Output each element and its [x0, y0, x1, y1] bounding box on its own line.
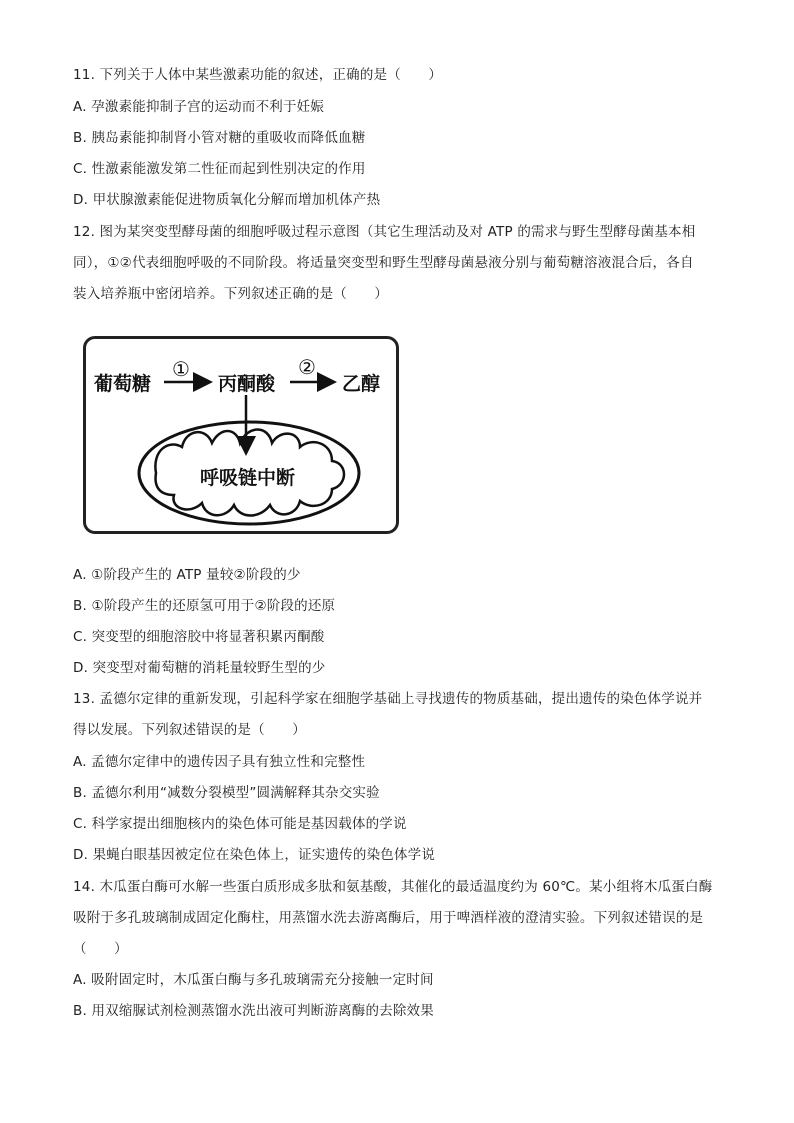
label-step-2: ②: [298, 355, 316, 379]
q11-option-c: C. 性激素能激发第二性征而起到性别决定的作用: [73, 161, 366, 177]
q14-stem-line-2: 吸附于多孔玻璃制成固定化酶柱，用蒸馏水洗去游离酶后，用于啤酒样液的澄清实验。下列叙述错误的是: [73, 910, 704, 926]
q14-option-a: A. 吸附固定时，木瓜蛋白酶与多孔玻璃需充分接触一定时间: [73, 972, 434, 988]
q11-option-d: D. 甲状腺激素能促进物质氧化分解而增加机体产热: [73, 192, 381, 208]
label-pyruvate: 丙酮酸: [218, 373, 276, 395]
q13-option-d: D. 果蝇白眼基因被定位在染色体上，证实遗传的染色体学说: [73, 847, 436, 863]
q12-option-b: B. ①阶段产生的还原氢可用于②阶段的还原: [73, 598, 336, 614]
q13-stem-line-2: 得以发展。下列叙述错误的是（ ）: [73, 722, 306, 738]
q12-option-a: A. ①阶段产生的 ATP 量较②阶段的少: [73, 567, 301, 583]
diagram-arrows-and-mitochondrion: [86, 339, 396, 531]
q11-stem: 11. 下列关于人体中某些激素功能的叙述，正确的是（ ）: [73, 67, 443, 83]
label-step-1: ①: [172, 357, 190, 381]
label-glucose: 葡萄糖: [94, 373, 152, 395]
q13-option-a: A. 孟德尔定律中的遗传因子具有独立性和完整性: [73, 754, 366, 770]
q12-option-d: D. 突变型对葡萄糖的消耗量较野生型的少: [73, 660, 326, 676]
q13-option-c: C. 科学家提出细胞核内的染色体可能是基因载体的学说: [73, 816, 407, 832]
q13-stem-line-1: 13. 孟德尔定律的重新发现，引起科学家在细胞学基础上寻找遗传的物质基础，提出遗传的染色体学说并: [73, 691, 703, 707]
q14-option-b: B. 用双缩脲试剂检测蒸馏水洗出液可判断游离酶的去除效果: [73, 1003, 434, 1019]
q12-stem-line-3: 装入培养瓶中密闭培养。下列叙述正确的是（ ）: [73, 286, 389, 302]
label-ethanol: 乙醇: [342, 373, 381, 395]
q14-stem-line-3: （ ）: [73, 941, 128, 957]
label-respiratory-chain-interrupted: 呼吸链中断: [200, 467, 296, 489]
q14-stem-line-1: 14. 木瓜蛋白酶可水解一些蛋白质形成多肽和氨基酸，其催化的最适温度约为 60℃。某小组将木瓜蛋白酶: [73, 879, 713, 895]
q12-stem-line-1: 12. 图为某突变型酵母菌的细胞呼吸过程示意图（其它生理活动及对 ATP 的需求与野生型酵母菌基本相: [73, 224, 696, 240]
cell-respiration-diagram: [83, 336, 399, 534]
q13-option-b: B. 孟德尔利用“减数分裂模型”圆满解释其杂交实验: [73, 785, 380, 801]
q11-option-b: B. 胰岛素能抑制肾小管对糖的重吸收而降低血糖: [73, 130, 366, 146]
q12-option-c: C. 突变型的细胞溶胶中将显著积累丙酮酸: [73, 629, 325, 645]
q12-stem-line-2: 同），①②代表细胞呼吸的不同阶段。将适量突变型和野生型酵母菌悬液分别与葡萄糖溶液混合后，各自: [73, 255, 694, 271]
q11-option-a: A. 孕激素能抑制子宫的运动而不利于妊娠: [73, 99, 325, 115]
